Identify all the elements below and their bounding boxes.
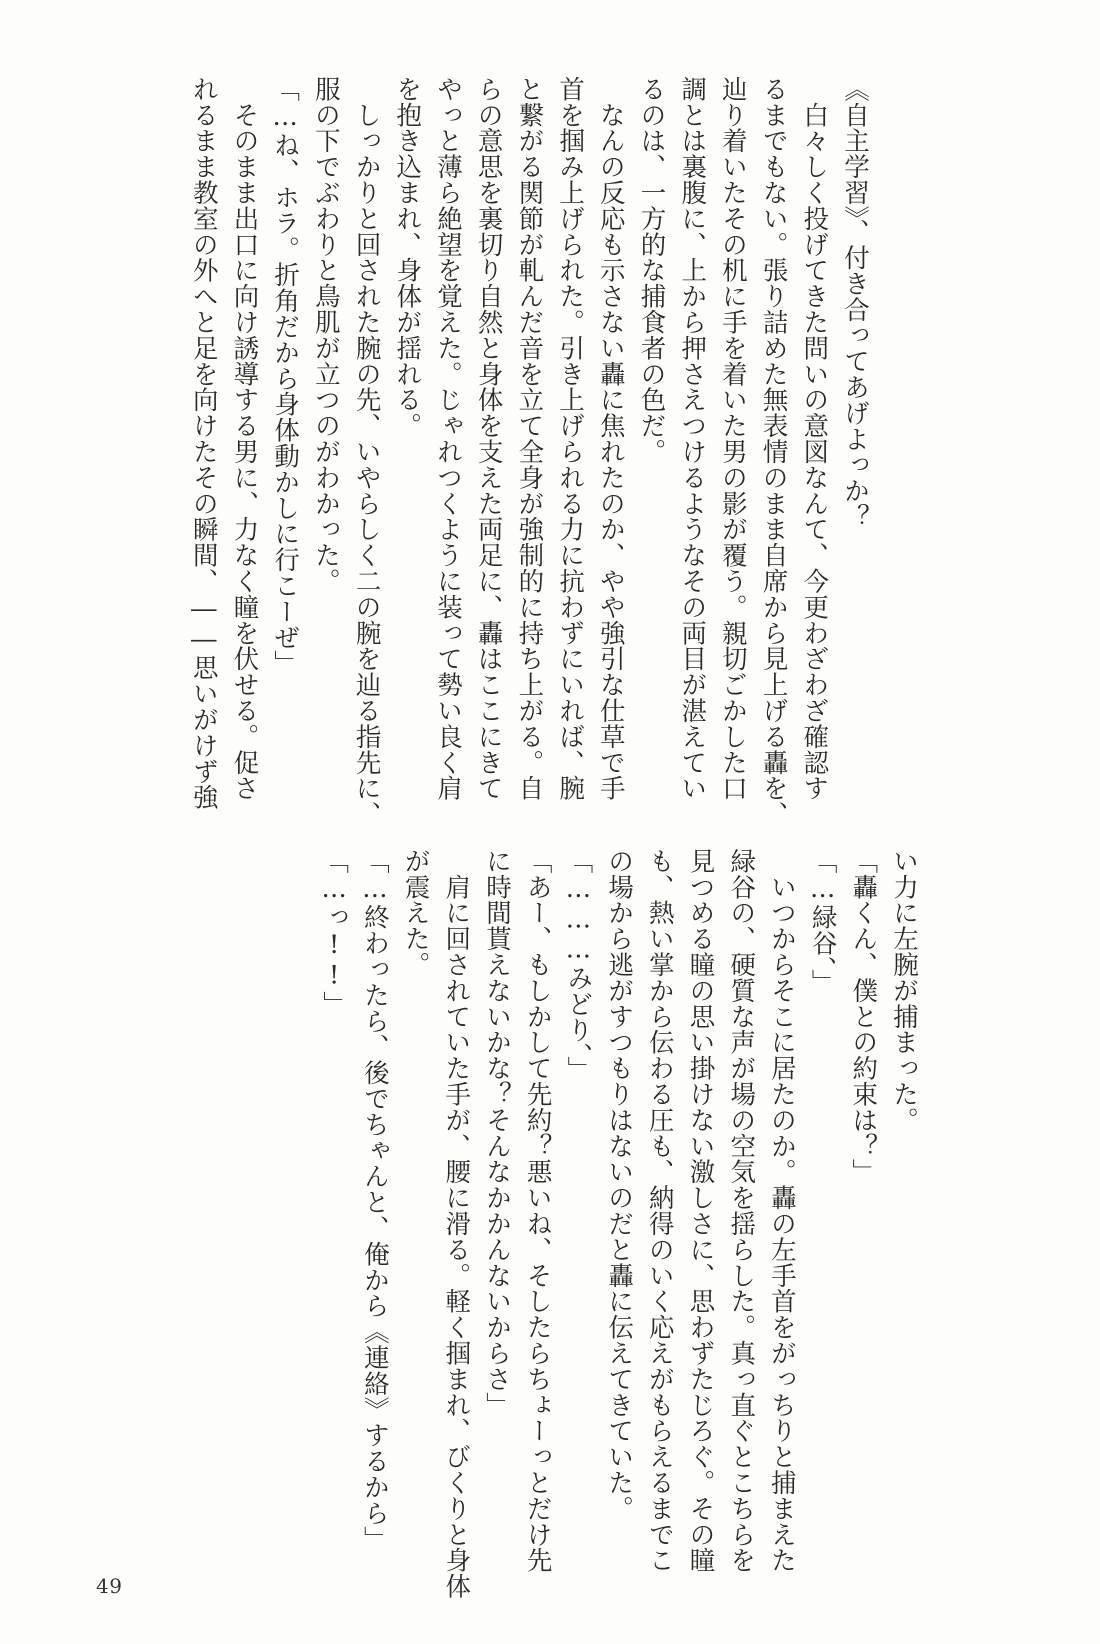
text-line: 「…っ!!」 <box>319 848 350 1017</box>
text-line: が震えた。 <box>400 848 431 978</box>
text-line: も、熱い掌から伝わる圧も、納得のいく応えがもらえるまでこ <box>644 848 675 1574</box>
text-line: 緑谷の、硬質な声が場の空気を揺らした。真っ直ぐとこちらを <box>726 848 757 1574</box>
text-line: しっかりと回された腕の先、いやらしく二の腕を辿る指先に、 <box>351 76 382 828</box>
text-line: を抱き込まれ、身体が揺れる。 <box>392 76 423 439</box>
text-line: 白々しく投げてきた問いの意図なんて、今更わざわざ確認す <box>799 76 830 802</box>
text-line: るのは、一方的な捕食者の色だ。 <box>636 76 667 465</box>
text-line: 「…終わったら、後でちゃんと、俺から《連絡》するから」 <box>359 848 390 1552</box>
text-line: そのまま出口に向け誘導する男に、力なく瞳を伏せる。促さ <box>229 76 260 802</box>
text-line: 「…ね、ホラ。折角だから身体動かしに行こーぜ」 <box>270 76 301 677</box>
text-line: 首を掴み上げられた。引き上げられる力に抗わずにいれば、腕 <box>555 76 586 802</box>
text-line: 服の下でぶわりと鳥肌が立つのがわかった。 <box>310 76 341 594</box>
text-line: 肩に回されていた手が、腰に滑る。軽く掴まれ、びくりと身体 <box>441 848 472 1600</box>
text-line: 辿り着いたその机に手を着いた男の影が覆う。親切ごかした口 <box>717 76 748 802</box>
text-line: 「轟くん、僕との約束は？」 <box>848 848 879 1185</box>
page-number: 49 <box>96 1574 123 1598</box>
text-line: 「あー、もしかして先約？悪いね、そしたらちょーっとだけ先 <box>522 848 553 1574</box>
text-line: の場から逃がすつもりはないのだと轟に伝えてきていた。 <box>604 848 635 1522</box>
text-line: やっと薄ら絶望を覚えた。じゃれつくように装って勢い良く肩 <box>432 76 463 802</box>
text-line: なんの反応も示さない轟に焦れたのか、やや強引な仕草で手 <box>595 76 626 802</box>
text-line: に時間貰えないかな？そんなかかんないからさ」 <box>481 848 512 1418</box>
text-line: らの意思を裏切り自然と身体を支えた両足に、轟はここにきて <box>473 76 504 802</box>
text-line: れるまま教室の外へと足を向けたその瞬間、――思いがけず強 <box>188 76 219 811</box>
text-line: 《自主学習》、付き合ってあげよっか？ <box>840 76 870 530</box>
text-line: 「…緑谷、」 <box>807 848 838 996</box>
text-line: いつからそこに居たのか。轟の左手首をがっちりと捕まえた <box>766 848 797 1574</box>
text-line: 「………みどり、」 <box>563 848 594 1082</box>
text-line: るまでもない。張り詰めた無表情のまま自席から見上げる轟を、 <box>758 76 789 828</box>
text-line: 調とは裏腹に、上から押さえつけるようなその両目が湛えてい <box>677 76 708 802</box>
text-line: と繋がる関節が軋んだ音を立て全身が強制的に持ち上がる。自 <box>514 76 545 802</box>
text-line: い力に左腕が捕まった。 <box>889 848 919 1133</box>
upper-text-block <box>188 76 875 828</box>
text-line: 見つめる瞳の思い掛けない激しさに、思わずたじろぐ。その瞳 <box>685 848 716 1574</box>
lower-text-block <box>171 848 924 1600</box>
